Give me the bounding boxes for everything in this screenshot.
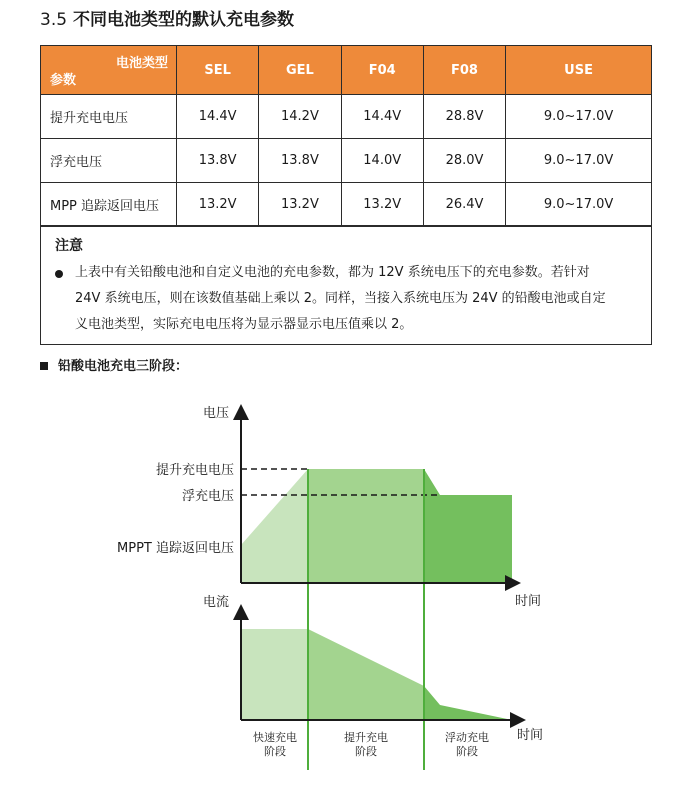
current-axis-label: 电流	[203, 595, 230, 610]
corner-label-parameter: 参数	[50, 73, 77, 88]
table-cell: 14.2V	[259, 95, 341, 139]
table-cell: 13.8V	[259, 139, 341, 183]
float-voltage-label: 浮充电压	[181, 489, 234, 504]
row-label: 浮充电压	[41, 139, 177, 183]
table-cell: 14.0V	[341, 139, 423, 183]
row-label: 提升充电电压	[41, 95, 177, 139]
absorption-stage-voltage-area	[308, 469, 424, 583]
subheading-text: 铅酸电池充电三阶段：	[58, 359, 189, 374]
note-title: 注意	[55, 238, 83, 254]
note-line: 上表中有关铅酸电池和自定义电池的充电参数，都为 12V 系统电压下的充电参数。若针对	[75, 265, 590, 280]
float-stage-label: 浮动充电	[445, 731, 489, 744]
column-header: F08	[423, 46, 505, 95]
table-cell: 13.2V	[177, 183, 259, 227]
table-cell: 9.0~17.0V	[506, 183, 652, 227]
float-stage-label: 阶段	[456, 745, 478, 758]
boost-voltage-label: 提升充电电压	[155, 463, 234, 478]
section-number: 3.5	[40, 10, 68, 30]
corner-label-battery-type: 电池类型	[115, 56, 168, 71]
column-header: SEL	[177, 46, 259, 95]
table-cell: 28.0V	[423, 139, 505, 183]
float-stage-current-area	[424, 686, 512, 720]
mppt-return-voltage-label: MPPT 追踪返回电压	[117, 541, 234, 556]
table-cell: 14.4V	[341, 95, 423, 139]
table-cell: 9.0~17.0V	[506, 139, 652, 183]
absorption-stage-label: 阶段	[355, 745, 377, 758]
table-cell: 14.4V	[177, 95, 259, 139]
table-cell: 13.8V	[177, 139, 259, 183]
column-header: F04	[341, 46, 423, 95]
time-axis-label: 时间	[517, 728, 544, 743]
table-cell: 9.0~17.0V	[506, 95, 652, 139]
bulk-stage-label: 快速充电	[253, 731, 297, 744]
note-line: 24V 系统电压，则在该数值基础上乘以 2。同样，当接入系统电压为 24V 的铅酸电池或自定	[75, 291, 606, 306]
bulk-stage-current-area	[241, 629, 308, 720]
absorption-stage-current-area	[308, 629, 424, 720]
note-line: 义电池类型，实际充电电压将为显示器显示电压值乘以 2。	[75, 317, 413, 332]
table-cell: 13.2V	[259, 183, 341, 227]
table-cell: 13.2V	[341, 183, 423, 227]
voltage-axis-label: 电压	[203, 406, 230, 421]
bulk-stage-label: 阶段	[264, 745, 286, 758]
absorption-stage-label: 提升充电	[344, 731, 388, 744]
time-axis-label: 时间	[515, 594, 542, 609]
section-title-text: 不同电池类型的默认充电参数	[72, 10, 294, 30]
column-header: USE	[506, 46, 652, 95]
table-cell: 28.8V	[423, 95, 505, 139]
bulk-stage-voltage-area	[241, 469, 308, 583]
column-header: GEL	[259, 46, 341, 95]
float-stage-voltage-area	[424, 469, 512, 583]
table-cell: 26.4V	[423, 183, 505, 227]
row-label: MPP 追踪返回电压	[41, 183, 177, 227]
